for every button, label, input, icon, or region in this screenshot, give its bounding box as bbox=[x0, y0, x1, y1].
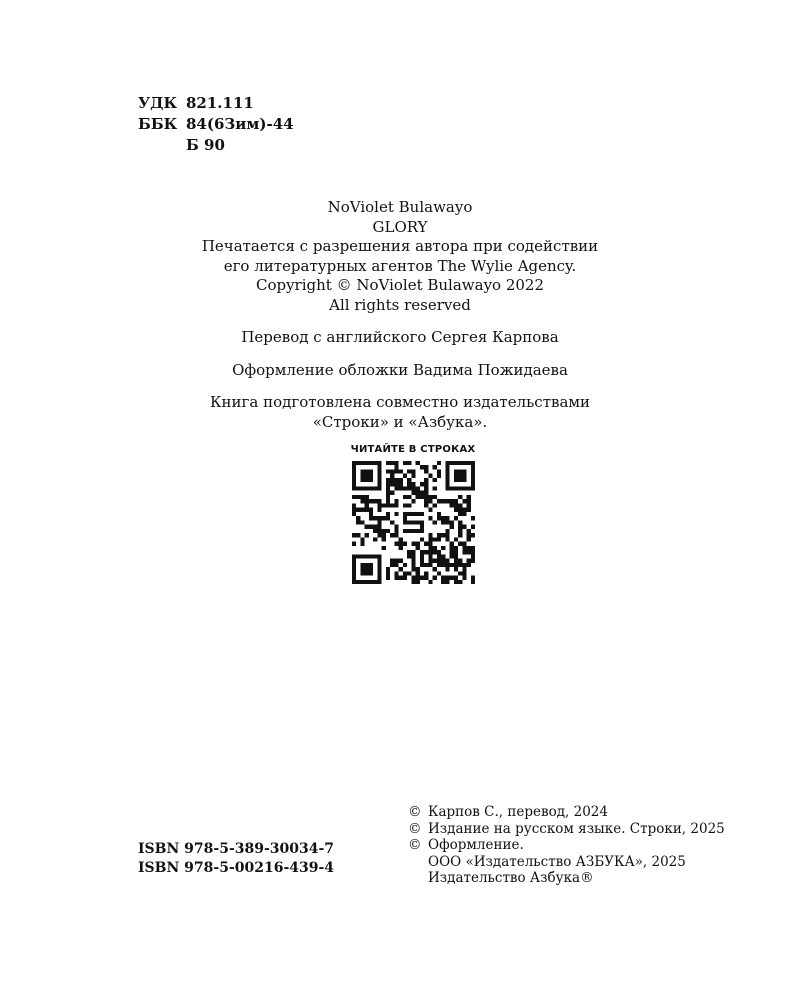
copyright-item-text: Карпов С., перевод, 2024 bbox=[428, 804, 608, 820]
author-mark: Б 90 bbox=[186, 136, 225, 154]
author-name: NoViolet Bulawayo bbox=[327, 198, 473, 216]
copyright-item-text: Издание на русском языке. Строки, 2025 bbox=[428, 820, 725, 837]
copyright-symbol: © bbox=[408, 837, 422, 853]
publishers-line-2: «Строки» и «Азбука». bbox=[312, 412, 488, 431]
copyright-item bbox=[408, 821, 725, 838]
copyright-block bbox=[408, 804, 725, 887]
permission-line-2: его литературных агентов The Wylie Agency. bbox=[223, 256, 577, 275]
udk-row bbox=[138, 93, 294, 114]
qr-caption: ЧИТАЙТЕ В СТРОКАХ bbox=[350, 444, 476, 455]
udk-label: УДК bbox=[138, 94, 178, 112]
copyright-continuation: Издательство Азбука® bbox=[428, 870, 594, 886]
qr-code-icon[interactable] bbox=[352, 461, 475, 584]
bbk-value: 84(6Зим)-44 bbox=[186, 115, 294, 133]
cover-design-credit: Оформление обложки Вадима Пожидаева bbox=[232, 360, 568, 379]
permission-line-1: Печатается с разрешения автора при содействии bbox=[201, 237, 599, 255]
bbk-label: ББК bbox=[138, 115, 178, 133]
copyright-item bbox=[408, 804, 725, 821]
bbk-row bbox=[138, 114, 294, 135]
credits-block bbox=[140, 198, 660, 432]
isbn-block bbox=[138, 840, 334, 878]
udk-value: 821.111 bbox=[186, 94, 254, 112]
isbn-2: ISBN 978-5-00216-439-4 bbox=[138, 860, 335, 876]
copyright-symbol: © bbox=[408, 820, 422, 837]
classification-block bbox=[138, 93, 294, 156]
publishers-line-1: Книга подготовлена совместно издательствами bbox=[209, 393, 591, 411]
copyright-symbol: © bbox=[408, 804, 422, 820]
translation-credit: Перевод с английского Сергея Карпова bbox=[241, 328, 559, 346]
copyright-continuation: ООО «Издательство АЗБУКА», 2025 bbox=[428, 853, 686, 870]
qr-block bbox=[348, 444, 478, 584]
isbn-1: ISBN 978-5-389-30034-7 bbox=[138, 841, 335, 857]
publishers-info bbox=[140, 393, 660, 432]
copyright-item bbox=[408, 837, 725, 854]
rights-line: All rights reserved bbox=[329, 295, 471, 314]
copyright-line: Copyright © NoViolet Bulawayo 2022 bbox=[255, 276, 545, 294]
original-edition-info bbox=[140, 198, 660, 315]
copyright-item-text: Оформление. bbox=[428, 837, 524, 853]
original-title: GLORY bbox=[372, 217, 428, 236]
